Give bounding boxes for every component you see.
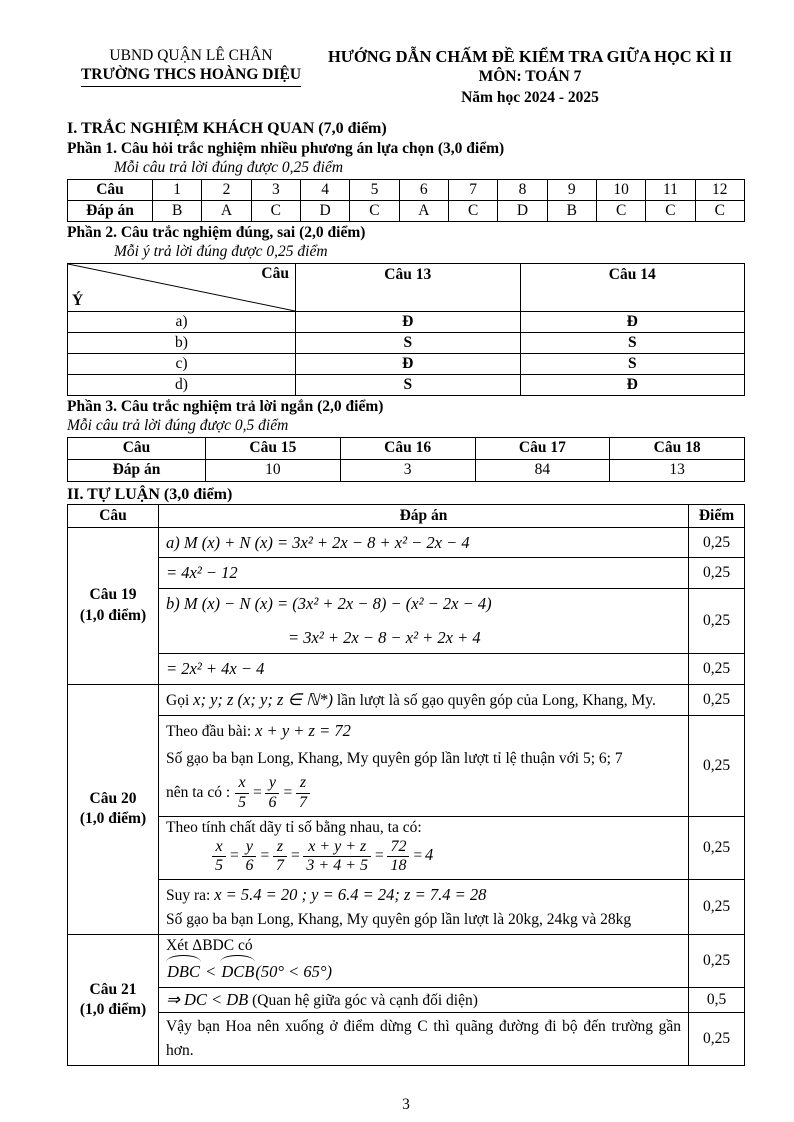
text-segment: Theo đầu bài: — [166, 722, 256, 740]
school-name: TRƯỜNG THCS HOÀNG DIỆU — [81, 65, 301, 86]
column-header: Câu 16 — [340, 437, 475, 459]
text-line: Theo tính chất dãy tỉ số bằng nhau, ta có: — [166, 818, 422, 836]
table-row — [68, 527, 745, 558]
fraction: $\frac{x}{5}$ — [235, 775, 249, 812]
equals-sign: = — [289, 847, 301, 865]
math-segment: (50° < 65°) — [255, 962, 332, 982]
part2-note: Mỗi ý trả lời đúng được 0,25 điểm — [114, 242, 328, 260]
table-row — [68, 935, 745, 988]
answer-step: Vậy bạn Hoa nên xuống ở điểm dừng C thì quãng đường đi bộ đến trường gần hơn. — [159, 1012, 689, 1065]
table-row — [68, 353, 745, 374]
column-header: Câu 18 — [610, 437, 745, 459]
math-segment: ⇒ DC < DB — [166, 989, 249, 1009]
text-segment: Suy ra: — [166, 887, 215, 905]
table-header-row — [68, 263, 745, 311]
question-number: Câu 21 — [89, 980, 137, 998]
part3-heading: Phần 3. Câu trắc nghiệm trả lời ngắn (2,0 điểm) — [67, 397, 384, 415]
score-cell: 0,5 — [689, 987, 745, 1012]
table-row — [68, 588, 745, 653]
answer-cell: C — [646, 200, 695, 221]
table-row — [68, 332, 745, 353]
answer-cell: C — [695, 200, 744, 221]
fraction: $\frac{z}{7}$ — [296, 775, 310, 812]
table-row — [68, 987, 745, 1012]
question-number: 6 — [399, 179, 448, 200]
question-number: Câu 20 — [89, 790, 137, 808]
score-cell: 0,25 — [689, 558, 745, 589]
question-number: 8 — [498, 179, 547, 200]
score-cell: 0,25 — [689, 588, 745, 653]
answer-cell: Đ — [520, 374, 745, 395]
math-segment: x = 5.4 = 20 ; y = 6.4 = 24; z = 7.4 = 28 — [214, 885, 487, 905]
answer-cell: Đ — [296, 311, 521, 332]
math-segment: < — [201, 962, 221, 982]
column-header-diem: Điểm — [689, 504, 745, 527]
column-header-cau: Câu — [68, 504, 159, 527]
document-title: HƯỚNG DẪN CHẤM ĐỀ KIỂM TRA GIỮA HỌC KÌ II — [327, 47, 733, 66]
row-label: Đáp án — [68, 200, 153, 221]
score-cell: 0,25 — [689, 816, 745, 880]
title-block — [315, 46, 745, 108]
part1-note: Mỗi câu trả lời đúng được 0,25 điểm — [114, 158, 344, 176]
text-segment: (Quan hệ giữa góc và cạnh đối diện) — [248, 991, 478, 1009]
question-number: 11 — [646, 179, 695, 200]
math-line — [166, 955, 681, 985]
equals-sign: = — [229, 847, 240, 865]
equals-sign: = — [374, 847, 385, 865]
question-number: 5 — [350, 179, 399, 200]
fraction-chain — [211, 837, 434, 875]
question-21-label — [68, 935, 159, 1066]
answer-cell: A — [399, 200, 448, 221]
fraction: $\frac{72}{18}$ — [387, 839, 409, 876]
answer-cell: C — [596, 200, 645, 221]
fraction: $\frac{y}{6}$ — [242, 839, 256, 876]
answer-step — [159, 684, 689, 715]
item-label: d) — [68, 374, 296, 395]
question-number: 4 — [300, 179, 349, 200]
equals-sign: = — [412, 847, 423, 865]
fraction: $\frac{z}{7}$ — [273, 839, 287, 876]
question-number: 7 — [448, 179, 497, 200]
text-segment: Gọi — [166, 691, 194, 709]
answer-step: = 4x² − 12 — [159, 558, 689, 589]
score-cell: 0,25 — [689, 715, 745, 816]
table-row — [68, 374, 745, 395]
item-label: a) — [68, 311, 296, 332]
question-number: 10 — [596, 179, 645, 200]
score-cell: 0,25 — [689, 527, 745, 558]
math-segment: 4 — [424, 845, 434, 865]
part2-heading: Phần 2. Câu trắc nghiệm đúng, sai (2,0 điểm) — [67, 223, 366, 241]
page — [67, 0, 745, 1114]
question-points: (1,0 điểm) — [79, 1001, 147, 1019]
question-number: 12 — [695, 179, 744, 200]
math-segment: x + y + z = 72 — [255, 720, 351, 740]
answer-cell: 3 — [340, 459, 475, 481]
answer-cell: B — [547, 200, 596, 221]
answer-step — [159, 715, 689, 816]
math-segment: x; y; z (x; y; z ∈ ℕ*) — [193, 689, 333, 709]
answer-cell: D — [498, 200, 547, 221]
org-name: UBND QUẬN LÊ CHÂN — [109, 47, 273, 64]
equals-sign: = — [252, 783, 263, 801]
math-line — [166, 773, 681, 814]
table-row — [68, 880, 745, 935]
column-header: Câu 14 — [520, 263, 745, 311]
text-line: Số gạo ba bạn Long, Khang, My quyên góp lần lượt tỉ lệ thuận với 5; 6; 7 — [166, 749, 623, 767]
question-20-label — [68, 684, 159, 935]
angle-arc: DBC — [166, 955, 201, 985]
part3-short-answer-table — [67, 437, 745, 482]
table-header-row — [68, 504, 745, 527]
text-segment: lần lượt là số gạo quyên góp của Long, Khang, My. — [332, 691, 656, 709]
fraction-chain — [234, 774, 311, 811]
fraction: $\frac{y}{6}$ — [265, 775, 279, 812]
document-header — [67, 46, 745, 108]
score-cell: 0,25 — [689, 880, 745, 935]
corner-label-y: Ý — [72, 291, 84, 309]
question-number: 1 — [153, 179, 202, 200]
answer-step — [159, 816, 689, 880]
fraction: $\frac{x}{5}$ — [212, 839, 226, 876]
item-label: b) — [68, 332, 296, 353]
text-line — [166, 882, 681, 908]
column-header-dapan: Đáp án — [159, 504, 689, 527]
table-row — [68, 653, 745, 684]
question-19-label — [68, 527, 159, 684]
table-row — [68, 179, 745, 200]
fraction: $\frac{x + y + z}{3 + 4 + 5}$ — [303, 839, 371, 876]
item-label: c) — [68, 353, 296, 374]
page-number: 3 — [402, 1095, 410, 1113]
score-cell: 0,25 — [689, 684, 745, 715]
text-line — [166, 718, 681, 744]
corner-label-cau: Câu — [261, 264, 289, 282]
table-row — [68, 816, 745, 880]
math-line: = 3x² + 2x − 8 − x² + 2x + 4 — [288, 628, 481, 648]
answer-cell: A — [202, 200, 251, 221]
question-number: 2 — [202, 179, 251, 200]
table-header-row — [68, 437, 745, 459]
math-line — [211, 837, 681, 878]
answer-cell: D — [300, 200, 349, 221]
answer-cell: C — [251, 200, 300, 221]
equals-sign: = — [282, 783, 293, 801]
answer-cell: C — [350, 200, 399, 221]
part2-true-false-table — [67, 263, 745, 396]
school-year: Năm học 2024 - 2025 — [461, 88, 599, 106]
answer-cell: B — [153, 200, 202, 221]
answer-cell: Đ — [296, 353, 521, 374]
text-segment: nên ta có : — [166, 783, 235, 801]
answer-cell: S — [520, 353, 745, 374]
school-block — [67, 46, 315, 108]
text-line: Xét ΔBDC có — [166, 937, 253, 955]
question-number: 3 — [251, 179, 300, 200]
table-row — [68, 200, 745, 221]
answer-step — [159, 880, 689, 935]
part1-heading: Phần 1. Câu hỏi trắc nghiệm nhiều phương án lựa chọn (3,0 điểm) — [67, 139, 505, 157]
part1-answer-table — [67, 179, 745, 222]
row-label: Câu — [68, 437, 206, 459]
equals-sign: = — [259, 847, 270, 865]
table-row — [68, 459, 745, 481]
question-number: Câu 19 — [89, 586, 137, 604]
row-label: Câu — [68, 179, 153, 200]
answer-cell: S — [296, 332, 521, 353]
answer-cell: 13 — [610, 459, 745, 481]
angle-arc: DCB — [220, 955, 255, 985]
subject-line: MÔN: TOÁN 7 — [478, 68, 582, 86]
answer-step: a) M (x) + N (x) = 3x² + 2x − 8 + x² − 2x − 4 — [159, 527, 689, 558]
table-row — [68, 311, 745, 332]
score-cell: 0,25 — [689, 1012, 745, 1065]
essay-answer-table — [67, 504, 745, 1066]
answer-cell: Đ — [520, 311, 745, 332]
answer-cell: 10 — [206, 459, 341, 481]
question-points: (1,0 điểm) — [79, 810, 147, 828]
answer-cell: S — [296, 374, 521, 395]
column-header: Câu 13 — [296, 263, 521, 311]
answer-cell: C — [448, 200, 497, 221]
question-points: (1,0 điểm) — [79, 606, 147, 624]
row-label: Đáp án — [68, 459, 206, 481]
column-header: Câu 17 — [475, 437, 610, 459]
section2-heading: II. TỰ LUẬN (3,0 điểm) — [67, 485, 233, 503]
text-line: Số gạo ba bạn Long, Khang, My quyên góp lần lượt là 20kg, 24kg và 28kg — [166, 911, 632, 929]
question-number: 9 — [547, 179, 596, 200]
table-row — [68, 684, 745, 715]
answer-step: = 2x² + 4x − 4 — [159, 653, 689, 684]
score-cell: 0,25 — [689, 935, 745, 988]
diagonal-header-cell — [68, 263, 296, 311]
table-row — [68, 1012, 745, 1065]
score-cell: 0,25 — [689, 653, 745, 684]
table-row — [68, 558, 745, 589]
math-line: b) M (x) − N (x) = (3x² + 2x − 8) − (x² − 2x − 4) — [166, 593, 492, 613]
answer-step — [159, 987, 689, 1012]
column-header: Câu 15 — [206, 437, 341, 459]
answer-cell: S — [520, 332, 745, 353]
section1-heading: I. TRẮC NGHIỆM KHÁCH QUAN (7,0 điểm) — [67, 119, 387, 137]
answer-step — [159, 935, 689, 988]
table-row — [68, 715, 745, 816]
answer-step — [159, 588, 689, 653]
answer-cell: 84 — [475, 459, 610, 481]
part3-note: Mỗi câu trả lời đúng được 0,5 điểm — [67, 416, 289, 434]
